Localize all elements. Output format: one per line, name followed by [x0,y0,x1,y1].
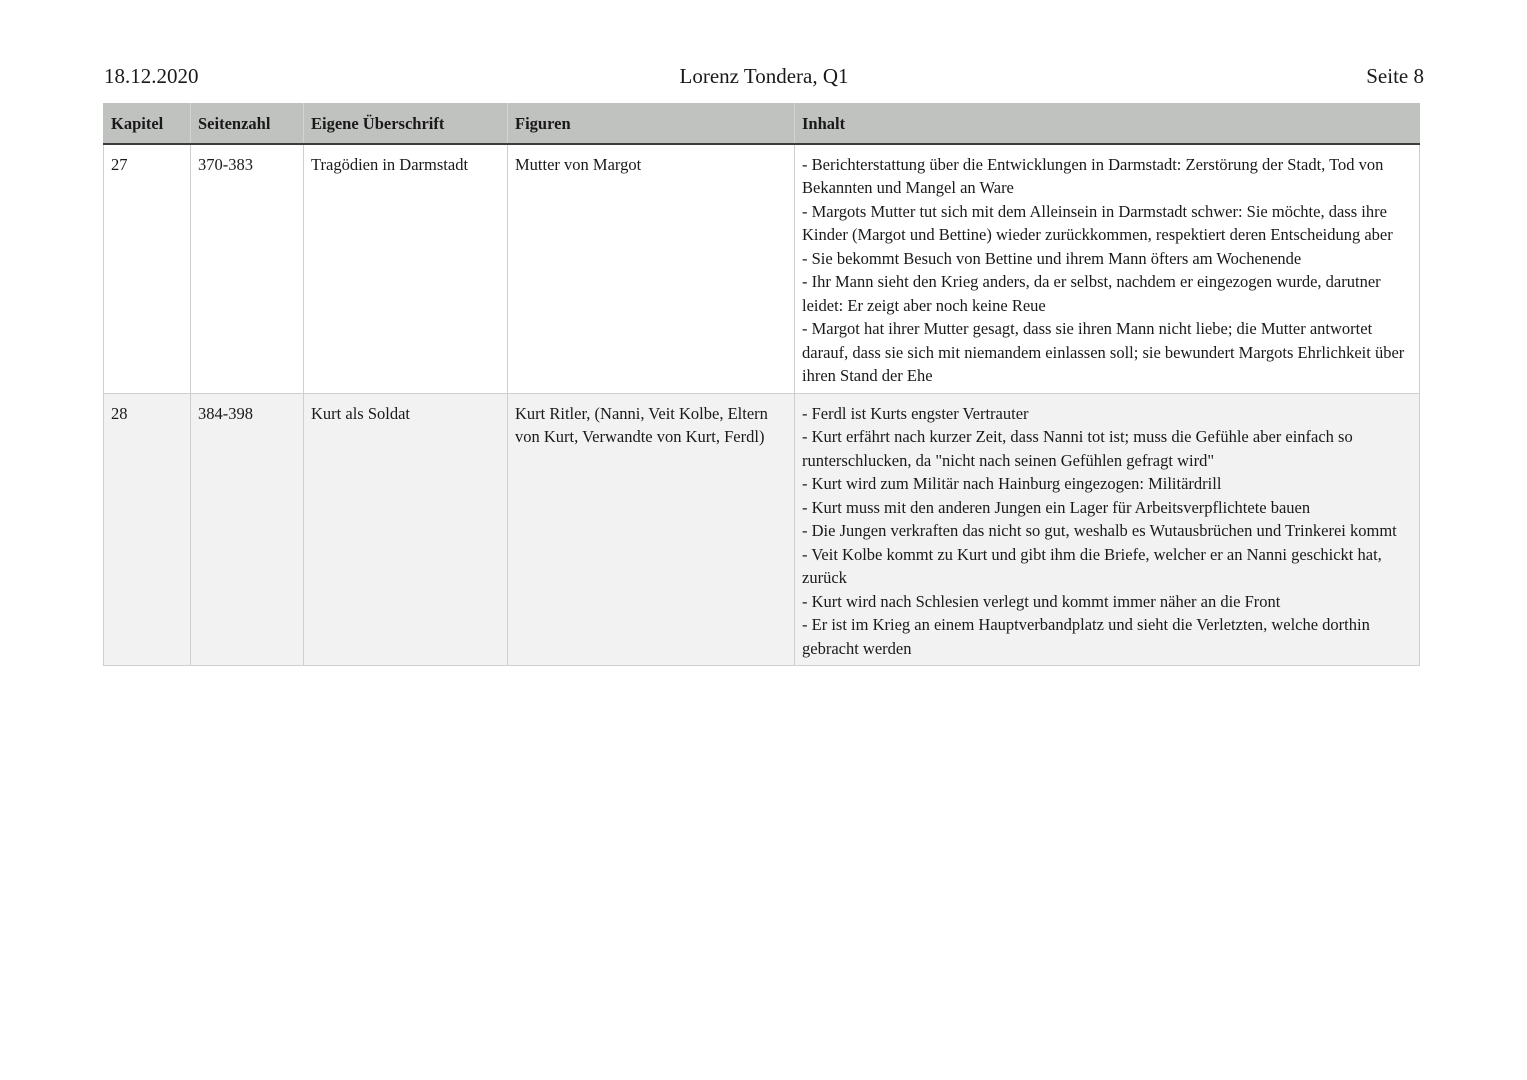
table-row [104,393,1420,666]
content-bullet: - Kurt wird zum Militär nach Hainburg eingezogen: Militärdrill [802,474,1222,493]
column-header-kapitel: Kapitel [104,103,191,144]
content-bullet: - Ihr Mann sieht den Krieg anders, da er selbst, nachdem er eingezogen wurde, darutner leidet: Er zeigt aber noch keine Reue [802,272,1381,315]
cell-figuren: Kurt Ritler, (Nanni, Veit Kolbe, Eltern von Kurt, Verwandte von Kurt, Ferdl) [508,393,795,666]
content-bullet: - Sie bekommt Besuch von Bettine und ihrem Mann öfters am Wochenende [802,248,1302,268]
content-bullet: - Kurt wird nach Schlesien verlegt und kommt immer näher an die Front [802,591,1281,611]
content-bullet: - Berichterstattung über die Entwicklungen in Darmstadt: Zerstörung der Stadt, Tod von Bekannten und Mangel an Ware [802,154,1384,197]
content-bullet: - Margot hat ihrer Mutter gesagt, dass sie ihren Mann nicht liebe; die Mutter antwortet darauf, dass sie sich mit niemandem einlassen soll; sie bewundert Margots Ehrlichkeit über ihren Stand der Ehe [802,319,1405,385]
content-bullet: - Margots Mutter tut sich mit dem Alleinsein in Darmstadt schwer: Sie möchte, dass ihre Kinder (Margot und Bettine) wieder zurückkommen, respektiert deren Entscheidung aber [802,201,1393,244]
cell-inhalt [795,144,1420,394]
cell-inhalt [795,393,1420,666]
column-header-inhalt: Inhalt [795,103,1420,144]
cell-seitenzahl: 370-383 [191,144,304,394]
cell-ueberschrift: Kurt als Soldat [304,393,508,666]
header-date: 18.12.2020 [104,64,199,88]
table-row [104,144,1420,394]
content-bullet: - Er ist im Krieg an einem Hauptverbandplatz und sieht die Verletzten, welche dorthin gebracht werden [802,615,1370,658]
column-header-seitenzahl: Seitenzahl [191,103,304,144]
page-header [104,64,1424,92]
content-bullet: - Kurt erfährt nach kurzer Zeit, dass Nanni tot ist; muss die Gefühle aber einfach so runterschlucken, da "nicht nach seinen Gefühlen gefragt wird" [802,427,1353,470]
content-bullet: - Ferdl ist Kurts engster Vertrauter [802,403,1029,423]
cell-ueberschrift: Tragödien in Darmstadt [304,144,508,394]
chapter-summary-table [103,103,1420,666]
content-bullet: - Veit Kolbe kommt zu Kurt und gibt ihm die Briefe, welcher er an Nanni geschickt hat, zurück [802,544,1382,587]
content-bullet: - Die Jungen verkraften das nicht so gut, weshalb es Wutausbrüchen und Trinkerei kommt [802,521,1397,540]
table-header-row [104,103,1420,144]
header-author: Lorenz Tondera, Q1 [679,64,849,88]
header-page-number: Seite 8 [1366,64,1424,88]
cell-figuren: Mutter von Margot [508,144,795,394]
cell-kapitel: 28 [104,393,191,666]
content-bullet: - Kurt muss mit den anderen Jungen ein Lager für Arbeitsverpflichtete bauen [802,497,1311,517]
cell-seitenzahl: 384-398 [191,393,304,666]
cell-kapitel: 27 [104,144,191,394]
column-header-ueberschrift: Eigene Überschrift [304,103,508,144]
column-header-figuren: Figuren [508,103,795,144]
